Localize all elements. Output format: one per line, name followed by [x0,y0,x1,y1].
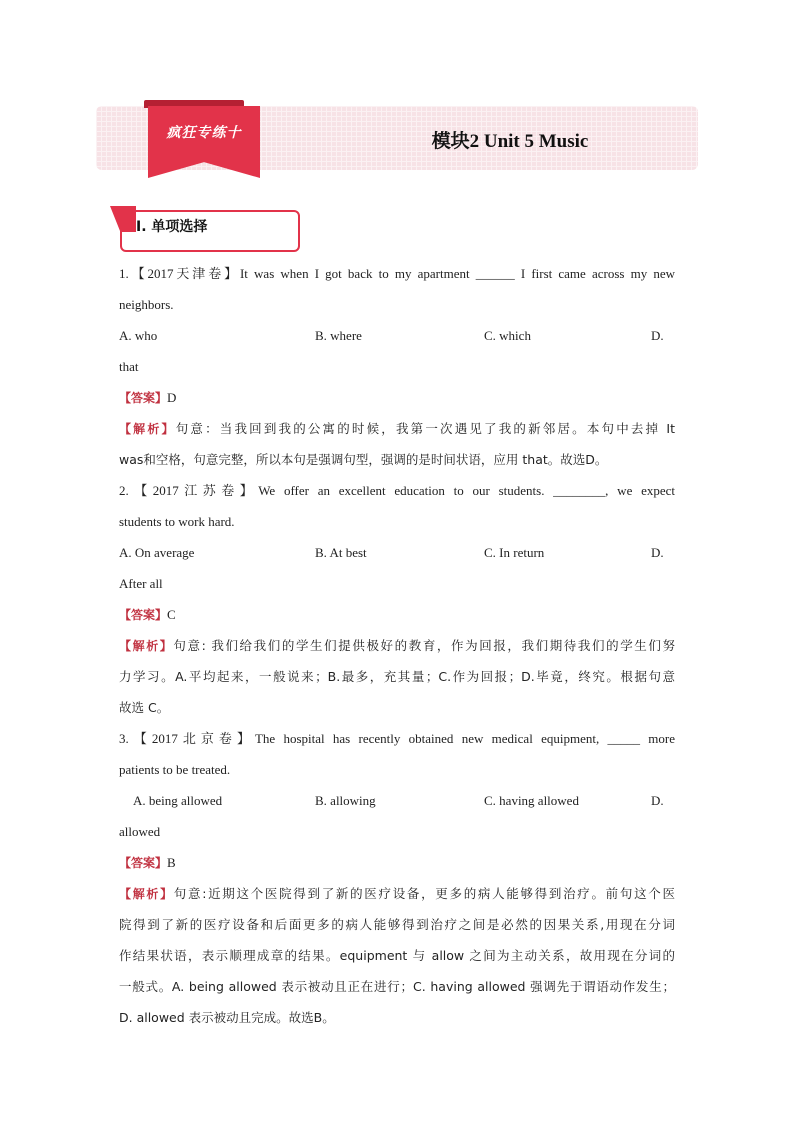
analysis-tag: 【解析】 [119,887,174,901]
option-b: B. where [315,328,362,343]
answer-line [119,847,675,878]
option-d: D. [651,545,664,560]
section-heading: Ⅰ. 单项选择 [136,219,208,235]
question-stem: 3.【2017北京卷】The hospital has recently obtained new medical equipment, _____ more [119,731,675,746]
analysis-tag: 【解析】 [119,639,174,653]
analysis-line [119,878,675,909]
option-c: C. In return [484,545,545,560]
answer-tag: 【答案】 [119,608,168,622]
analysis-line: 作结果状语，表示顺理成章的结果。equipment 与 allow 之间为主动关系，故用现在分词的 [119,948,675,963]
analysis-line: 院得到了新的医疗设备和后面更多的病人能够得到治疗之间是必然的因果关系,用现在分词 [119,917,675,932]
answer-line [119,382,675,413]
analysis-line [119,413,675,444]
option-d: D. [651,793,664,808]
question-item [119,723,675,1033]
analysis-line: 一般式。A. being allowed 表示被动且正在进行；C. having allowed 强调先于谓语动作发生； [119,979,675,994]
answer-tag: 【答案】 [119,391,168,405]
question-item [119,475,675,723]
analysis-text: 句意: 我们给我们的学生们提供极好的教育，作为回报，我们期待我们的学生们努 [173,638,675,653]
option-a: A. who [119,328,158,343]
option-d: D. [651,328,664,343]
option-d-text: allowed [119,824,161,839]
option-b: B. At best [315,545,367,560]
answer-tag: 【答案】 [119,856,168,870]
option-c: C. which [484,328,531,343]
answer-value: B [167,855,176,870]
option-a: A. On average [119,545,195,560]
question-stem: 1.【2017天津卷】It was when I got back to my apartment ______ I first came across my new [119,266,675,281]
page-title: 模块2 Unit 5 Music [431,131,589,152]
analysis-line: 故选 C。 [119,700,170,715]
option-row [119,537,675,568]
analysis-text: 句意：当我回到我的公寓的时候，我第一次遇见了我的新邻居。本句中去掉 It [175,421,675,436]
answer-line [119,599,675,630]
option-row [119,785,675,816]
analysis-line: was和空格，句意完整，所以本句是强调句型，强调的是时间状语，应用 that。故选D。 [119,452,608,467]
option-c: C. having allowed [484,793,579,808]
question-list [119,258,675,1033]
option-a: A. being allowed [133,793,223,808]
question-stem-cont: patients to be treated. [119,762,231,777]
analysis-line: D. allowed 表示被动且完成。故选B。 [119,1010,335,1025]
option-d-text: After all [119,576,163,591]
question-item [119,258,675,475]
answer-value: C [167,607,176,622]
option-row [119,320,675,351]
section-tab-decoration [110,206,136,232]
question-stem-cont: neighbors. [119,297,174,312]
question-stem: 2.【2017江苏卷】We offer an excellent education to our students. ________, we expect [119,483,675,498]
analysis-text: 句意:近期这个医院得到了新的医疗设备，更多的病人能够得到治疗。前句这个医 [173,886,675,901]
option-d-text: that [119,359,139,374]
analysis-line: 力学习。A.平均起来，一般说来；B.最多，充其量；C.作为回报；D.毕竟，终究。根据句意 [119,669,675,684]
option-b: B. allowing [315,793,376,808]
answer-value: D [167,390,177,405]
ribbon-label: 疯狂专练十 [166,125,242,141]
analysis-tag: 【解析】 [119,422,176,436]
analysis-line [119,630,675,661]
question-stem-cont: students to work hard. [119,514,235,529]
